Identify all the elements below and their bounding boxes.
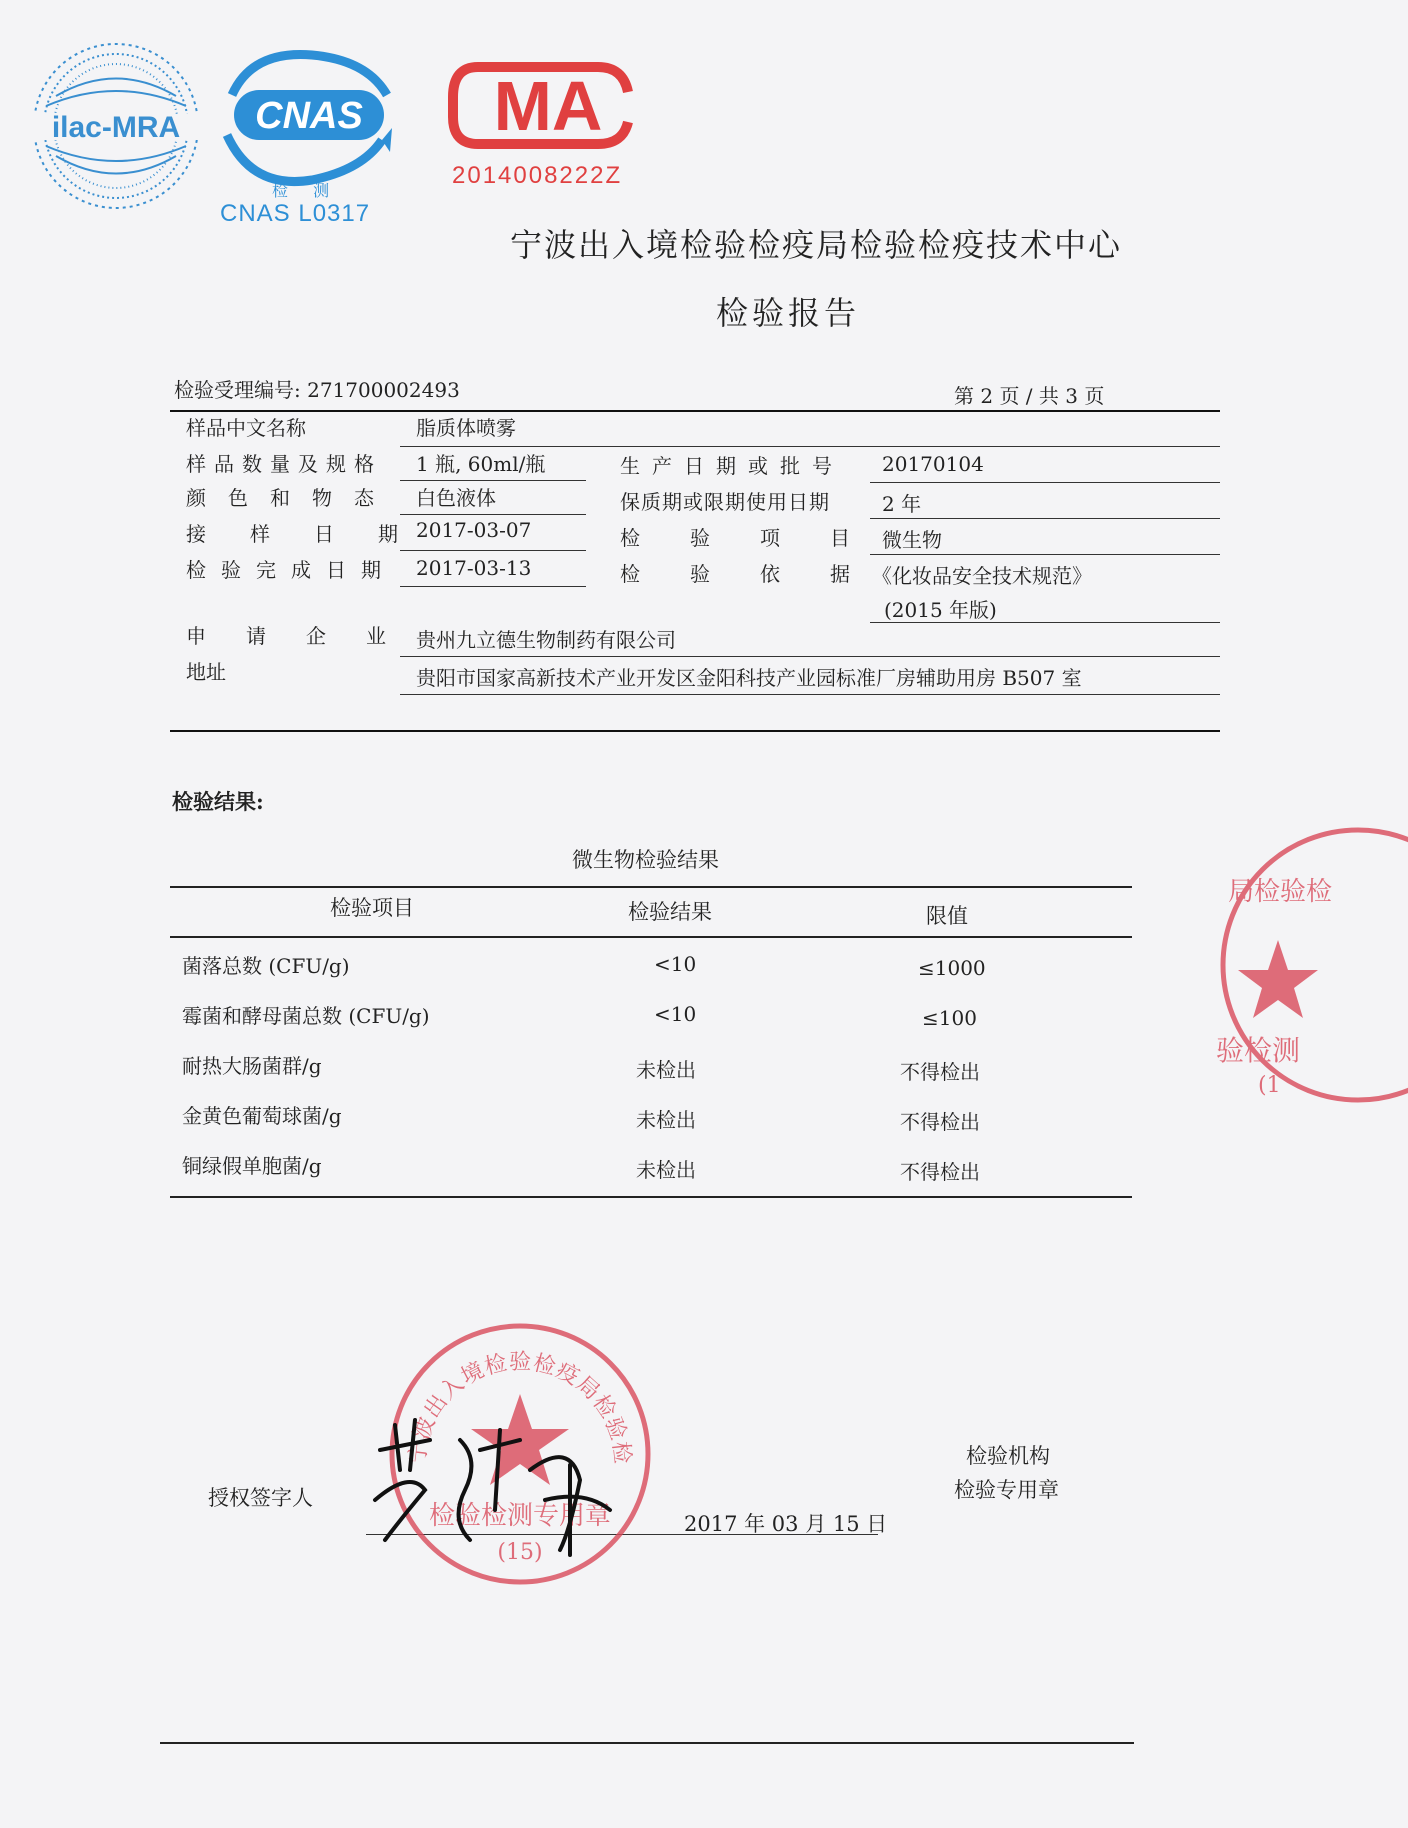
quantity-label: 样品数量及规格 <box>186 452 382 476</box>
table-row <box>170 942 1132 992</box>
applicant-value: 贵州九立德生物制药有限公司 <box>416 628 676 652</box>
row-item: 耐热大肠菌群/g <box>182 1054 322 1078</box>
acceptance-no-value: 271700002493 <box>307 378 460 402</box>
table-row <box>170 992 1132 1042</box>
rule <box>870 622 1220 623</box>
color-label: 颜色和物态 <box>186 486 396 510</box>
shelf-life-value: 2 年 <box>882 492 922 516</box>
item-label: 检验项目 <box>620 526 900 550</box>
svg-text:检验检测专用章: 检验检测专用章 <box>428 1501 612 1531</box>
table-row <box>170 1142 1132 1192</box>
basis-value-line2: (2015 年版) <box>884 598 997 622</box>
basis-value-line1: 《化妆品安全技术规范》 <box>872 564 1092 588</box>
table-header-rule <box>170 936 1132 938</box>
rule <box>400 656 1220 657</box>
cma-code: 2014008222Z <box>452 162 623 189</box>
address-value: 贵阳市国家高新技术产业开发区金阳科技产业园标准厂房辅助用房 B507 室 <box>416 666 1082 690</box>
svg-text:宁波出入境检验检疫局检验检疫技术中心: 宁波出入境检验检疫局检验检 <box>405 1349 635 1466</box>
quantity-value: 1 瓶, 60ml/瓶 <box>416 452 546 476</box>
applicant-label: 申请企业 <box>186 624 426 648</box>
finish-date-value: 2017-03-13 <box>416 556 532 580</box>
finish-date-label: 检验完成日期 <box>186 558 396 582</box>
svg-text:验检测: 验检测 <box>1216 1034 1301 1067</box>
row-limit: 不得检出 <box>900 1110 980 1134</box>
results-section-label: 检验结果: <box>172 789 264 814</box>
signer-label: 授权签字人 <box>208 1486 313 1510</box>
rule <box>870 554 1220 555</box>
row-limit: 不得检出 <box>900 1060 980 1084</box>
footer-rule <box>160 1742 1134 1744</box>
rule <box>400 694 1220 695</box>
acceptance-no <box>174 374 460 403</box>
side-seal-stamp <box>1208 820 1333 1110</box>
rule <box>400 550 586 551</box>
header-limit: 限值 <box>926 904 968 928</box>
report-date: 2017 年 03 月 15 日 <box>684 1512 888 1536</box>
table-bottom-rule <box>170 1196 1132 1198</box>
row-result: <10 <box>654 952 697 976</box>
svg-text:CNAS: CNAS <box>255 95 363 137</box>
row-result: 未检出 <box>636 1058 696 1082</box>
header-item: 检验项目 <box>330 896 414 920</box>
row-item: 金黄色葡萄球菌/g <box>182 1104 342 1128</box>
batch-value: 20170104 <box>882 452 984 476</box>
receive-date-label: 接样日期 <box>186 522 442 546</box>
signature <box>370 1410 630 1560</box>
rule <box>400 480 586 481</box>
info-bottom-rule <box>170 730 1220 732</box>
row-limit: ≤1000 <box>918 956 986 980</box>
rule <box>870 482 1220 483</box>
rule <box>870 518 1220 519</box>
header-result: 检验结果 <box>628 900 712 924</box>
svg-text:ilac-MRA: ilac-MRA <box>51 111 181 144</box>
page-info: 第 2 页 / 共 3 页 <box>954 384 1105 408</box>
rule <box>400 586 586 587</box>
address-label: 地址 <box>186 660 226 684</box>
cnas-logo <box>212 40 402 230</box>
results-table <box>170 886 1132 1198</box>
row-result: <10 <box>654 1002 697 1026</box>
row-result: 未检出 <box>636 1158 696 1182</box>
table-row <box>170 1092 1132 1142</box>
seal-label-line2: 检验专用章 <box>954 1478 1059 1502</box>
receive-date-value: 2017-03-07 <box>416 518 532 542</box>
item-value: 微生物 <box>882 528 942 552</box>
sample-name-label: 样品中文名称 <box>186 416 306 440</box>
shelf-life-label: 保质期或限期使用日期 <box>620 490 830 514</box>
svg-text:局检验检: 局检验检 <box>1228 877 1333 907</box>
row-item: 菌落总数 (CFU/g) <box>182 954 350 978</box>
svg-text:(1: (1 <box>1258 1073 1281 1098</box>
results-table-title: 微生物检验结果 <box>572 848 719 872</box>
table-row <box>170 1042 1132 1092</box>
cma-logo <box>448 52 638 192</box>
row-result: 未检出 <box>636 1108 696 1132</box>
acceptance-no-label: 检验受理编号: <box>174 378 301 402</box>
rule <box>400 446 1220 447</box>
basis-label: 检验依据 <box>620 562 900 586</box>
cnas-code: CNAS L0317 <box>220 200 371 227</box>
seal-label-line1: 检验机构 <box>966 1444 1050 1468</box>
row-limit: 不得检出 <box>900 1160 980 1184</box>
color-value: 白色液体 <box>416 486 496 510</box>
ilac-mra-logo <box>26 36 206 216</box>
batch-label: 生产日期或批号 <box>620 454 844 478</box>
row-item: 霉菌和酵母菌总数 (CFU/g) <box>182 1004 430 1028</box>
svg-text:MA: MA <box>493 67 603 145</box>
org-name: 宁波出入境检验检疫局检验检疫技术中心 <box>510 226 1123 264</box>
row-item: 铜绿假单胞菌/g <box>182 1154 322 1178</box>
sample-name-value: 脂质体喷雾 <box>416 416 516 440</box>
svg-text:(15): (15) <box>497 1540 543 1565</box>
cnas-sub-text: 检 测 <box>272 181 340 200</box>
row-limit: ≤100 <box>922 1006 977 1030</box>
rule <box>400 514 586 515</box>
report-title: 检验报告 <box>716 294 861 332</box>
